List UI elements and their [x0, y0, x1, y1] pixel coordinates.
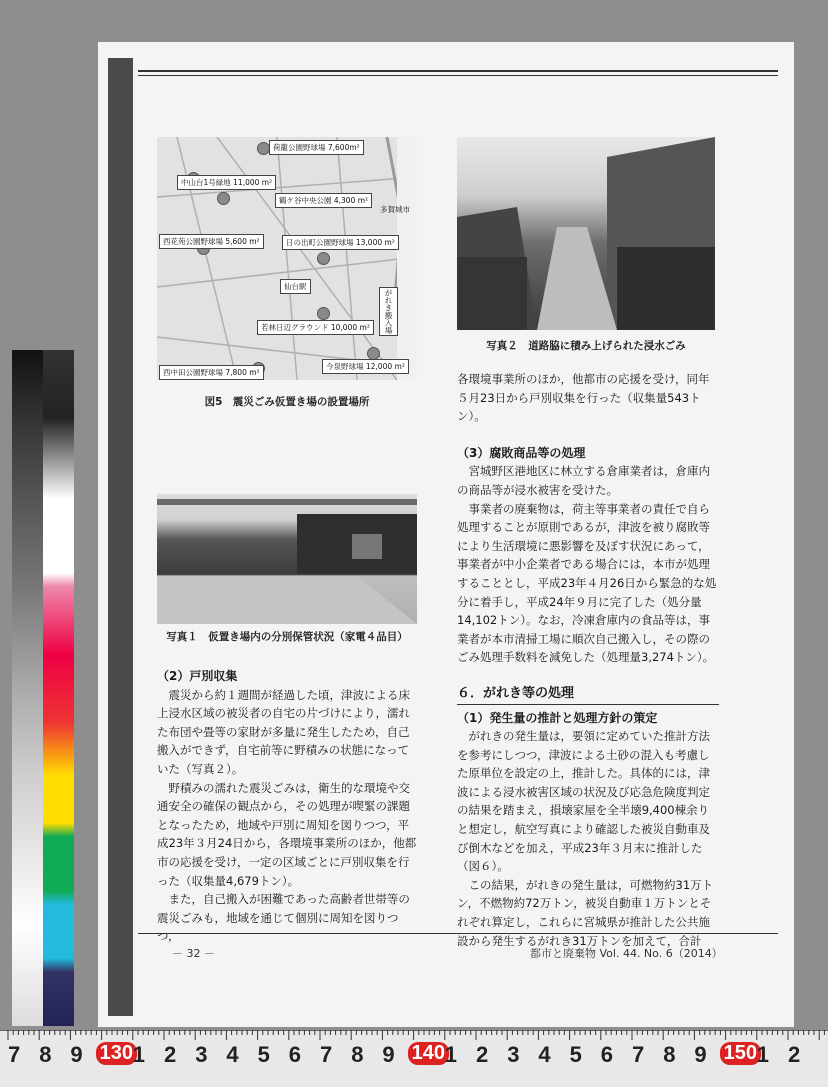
- ruler-number: 4: [226, 1042, 239, 1067]
- map-label: 中山台1号緑地 11,000 m²: [177, 175, 276, 190]
- figure-5-map: [157, 137, 417, 380]
- map-label: 今泉野球場 12,000 m²: [322, 359, 409, 374]
- map-label: 多賀城市: [380, 205, 410, 214]
- paragraph: 事業者の廃棄物は，荷主等事業者の責任で自ら処理することが原則であるが，津波を被り腐敗等により生活環境に悪影響を及ぼす状況にあって，事業者が中小企業者である場合には，本市が処理することとし，平成23年４月26日から緊急的な処分に着手し，平成24年９月に完了した（処分量14,102トン）。なお，冷凍倉庫内の食品等は，事業者が本市清掃工場に順次自己搬入し，その際のごみ処理手数料を減免した（処理量3,274トン）。: [457, 501, 717, 665]
- photo-2: [457, 137, 715, 330]
- map-label: 仙台駅: [280, 279, 311, 294]
- ruler-number: 5: [569, 1042, 582, 1067]
- ruler-number: 6: [600, 1042, 614, 1067]
- ruler-number: 1: [444, 1042, 458, 1067]
- ruler-number: 7: [320, 1042, 333, 1067]
- ruler-number: 7: [8, 1042, 21, 1067]
- top-rule-thin: [138, 75, 778, 76]
- ruler-number: 9: [382, 1042, 395, 1067]
- ruler-number: 9: [70, 1042, 83, 1067]
- ruler-number: 8: [663, 1042, 676, 1067]
- map-label: 西花苑公園野球場 5,600 m²: [159, 234, 264, 249]
- paragraph: また，自己搬入が困難であった高齢者世帯等の震災ごみも，地域を通じて個別に周知を図りつつ，: [157, 892, 410, 944]
- ruler-ticks: [0, 1030, 828, 1042]
- photo-1-image: [157, 494, 417, 624]
- map-label: がれき搬入場: [379, 287, 398, 336]
- section-heading: （1）発生量の推計と処理方針の策定: [457, 710, 658, 725]
- ruler-number: 130: [96, 1042, 137, 1065]
- ruler-number: 1: [756, 1042, 770, 1067]
- photo-2-caption: 写真２ 道路脇に積み上げられた浸水ごみ: [486, 340, 686, 352]
- paragraph: 各環境事業所のほか，他都市の応援を受け，同年５月23日から戸別収集を行った（収集量543トン）。: [457, 372, 710, 424]
- ruler-number: 2: [164, 1042, 177, 1067]
- ruler-number: 1: [132, 1042, 146, 1067]
- ruler-number: 140: [408, 1042, 449, 1065]
- paragraph: 震災から約１週間が経過した頃，津波による床上浸水区域の被災者の自宅の片づけにより，濡れた布団や畳等の家財が多量に発生したため，自己搬入ができず，自宅前等に野積みの状態になっていた（写真２）。: [157, 687, 410, 776]
- section-heading: （2）戸別収集: [157, 669, 238, 683]
- paragraph: この結果，がれきの発生量は，可燃物約31万トン，不燃物約72万トン，被災自動車１万トンとそれぞれ算定し，これらに宮城県が推計した公共施設から発生するがれき31万トンを加えて，合計: [457, 877, 714, 948]
- map-label: 日の出町公園野球場 13,000 m²: [282, 235, 399, 250]
- ruler-number: 4: [538, 1042, 551, 1067]
- journal-info: 都市と廃棄物 Vol. 44. No. 6（2014）: [530, 947, 723, 960]
- site-marker: [317, 307, 330, 320]
- photo-2-image: [457, 137, 715, 330]
- ruler-number: 8: [39, 1042, 52, 1067]
- ruler-number: 2: [476, 1042, 489, 1067]
- right-column: [457, 370, 719, 950]
- ruler-number: 9: [694, 1042, 707, 1067]
- ruler-number: 3: [507, 1042, 520, 1067]
- ruler-number: 8: [351, 1042, 364, 1067]
- paragraph: がれきの発生量は，要領に定めていた推計方法を参考にしつつ，津波による土砂の混入も考慮した原単位を設定の上，推計した。具体的には，津波による浸水被害区域の状況及び応急危険度判定の結果を踏まえ，損壊家屋を全半壊9,400棟余りと想定し，航空写真により確認した被災自動車及び倒木などを加え，平成23年３月末に推計した（図６）。: [457, 729, 710, 874]
- site-marker: [317, 252, 330, 265]
- map-label: 若林日辺グラウンド 10,000 m²: [257, 320, 374, 335]
- top-rule: [138, 70, 778, 72]
- map-label: 荷籠公園野球場 7,600m²: [269, 140, 364, 155]
- map-label: 西中田公園野球場 7,800 m²: [159, 365, 264, 380]
- ruler-number: 2: [788, 1042, 801, 1067]
- ruler-number: 3: [195, 1042, 208, 1067]
- ruler-number: 7: [632, 1042, 645, 1067]
- photo-1-caption: 写真１ 仮置き場内の分別保管状況（家電４品目）: [166, 631, 408, 643]
- left-column: [157, 663, 419, 946]
- color-calibration-strip: [12, 350, 74, 1026]
- ruler-number: 5: [257, 1042, 270, 1067]
- page-number: － 32 －: [172, 947, 215, 960]
- map-label: 鶴ケ谷中央公園 4,300 m²: [275, 193, 372, 208]
- figure-5-caption: 図5 震災ごみ仮置き場の設置場所: [204, 396, 370, 408]
- ruler-number: 150: [720, 1042, 761, 1065]
- paragraph: 宮城野区港地区に林立する倉庫業者は，倉庫内の商品等が浸水被害を受けた。: [457, 464, 710, 497]
- section-heading: （3）腐敗商品等の処理: [457, 445, 586, 460]
- section-6-title: ６．がれき等の処理: [457, 685, 719, 705]
- ruler-number: 6: [288, 1042, 302, 1067]
- side-bar: [108, 58, 133, 1016]
- photo-1: [157, 494, 417, 624]
- site-marker: [217, 192, 230, 205]
- paragraph: 野積みの濡れた震災ごみは，衛生的な環境や交通安全の確保の観点から，その処理が喫緊の課題となったため，地域や戸別に周知を図りつつ，平成23年３月24日から，各環境事業所のほか，他都市の応援を受け，一定の区域ごとに戸別収集を行った（収集量4,679トン）。: [157, 780, 417, 888]
